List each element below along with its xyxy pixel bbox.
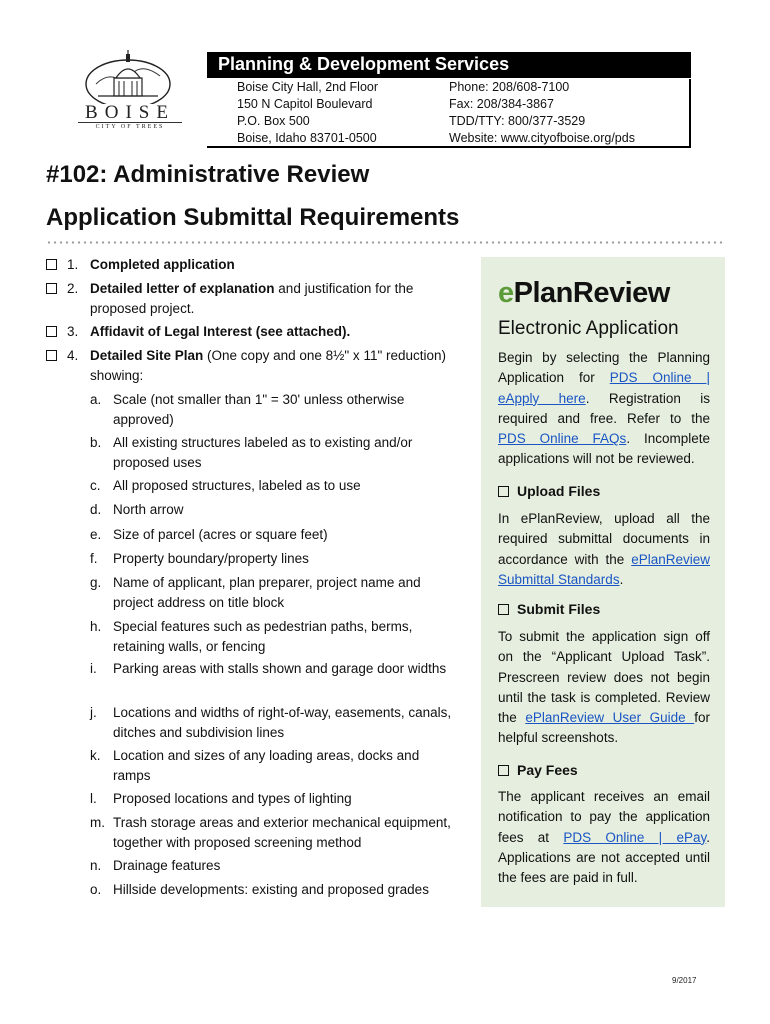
sidebar-subtitle: Electronic Application [498, 318, 679, 339]
dotted-divider [46, 241, 726, 244]
requirement-text: Detailed Site Plan (One copy and one 8½" x 11" reduction) showing: [90, 348, 447, 383]
requirement-number: 4. [67, 348, 79, 363]
address-line: P.O. Box 500 [237, 114, 310, 128]
eplanreview-sidebar [481, 257, 725, 907]
logo-word: BOISE [85, 102, 175, 123]
logo-divider [78, 122, 182, 123]
checkbox-icon[interactable] [498, 765, 509, 776]
fax-line: Fax: 208/384-3867 [449, 97, 554, 111]
address-line: Boise, Idaho 83701-0500 [237, 131, 377, 145]
checkbox-icon[interactable] [46, 283, 57, 294]
capitol-dome-icon [84, 48, 172, 104]
website-line[interactable]: Website: www.cityofboise.org/pds [449, 131, 635, 145]
upload-files-heading: Upload Files [498, 483, 710, 499]
revision-date: 9/2017 [672, 976, 697, 985]
user-guide-link[interactable]: ePlanReview User Guide [525, 710, 695, 726]
checkbox-icon[interactable] [46, 350, 57, 361]
eapply-link[interactable]: PDS Online | eApply here [498, 370, 710, 406]
tty-line: TDD/TTY: 800/377-3529 [449, 114, 586, 128]
department-banner: Planning & Development Services [207, 52, 691, 78]
requirement-number: 3. [67, 324, 79, 339]
upload-paragraph: In ePlanReview, upload all the required submittal documents in accordance with the ePlanReview Submittal Standards. [498, 511, 710, 587]
boise-logo [70, 48, 186, 134]
sidebar-title: ePlanReview [498, 277, 670, 309]
address-line: Boise City Hall, 2nd Floor [237, 80, 379, 94]
requirement-text: Affidavit of Legal Interest (see attached). [90, 324, 351, 339]
submittal-standards-link[interactable]: ePlanReview Submittal Standards [498, 551, 710, 587]
requirement-text: Completed application [90, 257, 235, 272]
phone-line: Phone: 208/608-7100 [449, 80, 570, 94]
address-block [207, 79, 449, 148]
logo-tagline: CITY OF TREES [95, 124, 165, 130]
fees-paragraph: The applicant receives an email notification to pay the application fees at PDS Online | ePay. Applications are not accepted until the fees are paid in full. [498, 789, 711, 886]
pay-fees-heading: Pay Fees [498, 762, 710, 778]
epay-link[interactable]: PDS Online | ePay [563, 829, 707, 845]
requirement-number: 1. [67, 257, 79, 272]
submit-files-heading: Submit Files [498, 601, 710, 617]
checkbox-icon[interactable] [498, 604, 509, 615]
requirement-text: Detailed letter of explanation and justification for the proposed project. [90, 281, 414, 316]
contact-block [449, 79, 691, 148]
checkbox-icon[interactable] [498, 486, 509, 497]
submit-paragraph: To submit the application sign off on the “Applicant Upload Task”. Prescreen review does not begin until the task is completed. Review the ePlanReview User Guide for helpful screenshots. [498, 629, 710, 746]
intro-paragraph: Begin by selecting the Planning Application for PDS Online | eApply here. Registration is required and free. Refer to the PDS Online FAQs. Incomplete applications will not be reviewed. [498, 350, 710, 467]
faqs-link[interactable]: PDS Online FAQs [498, 431, 627, 447]
checkbox-icon[interactable] [46, 326, 57, 337]
requirement-number: 2. [67, 281, 79, 296]
page-subtitle: Application Submittal Requirements [46, 204, 460, 231]
address-line: 150 N Capitol Boulevard [237, 97, 373, 111]
checkbox-icon[interactable] [46, 259, 57, 270]
page-title: #102: Administrative Review [46, 161, 370, 188]
